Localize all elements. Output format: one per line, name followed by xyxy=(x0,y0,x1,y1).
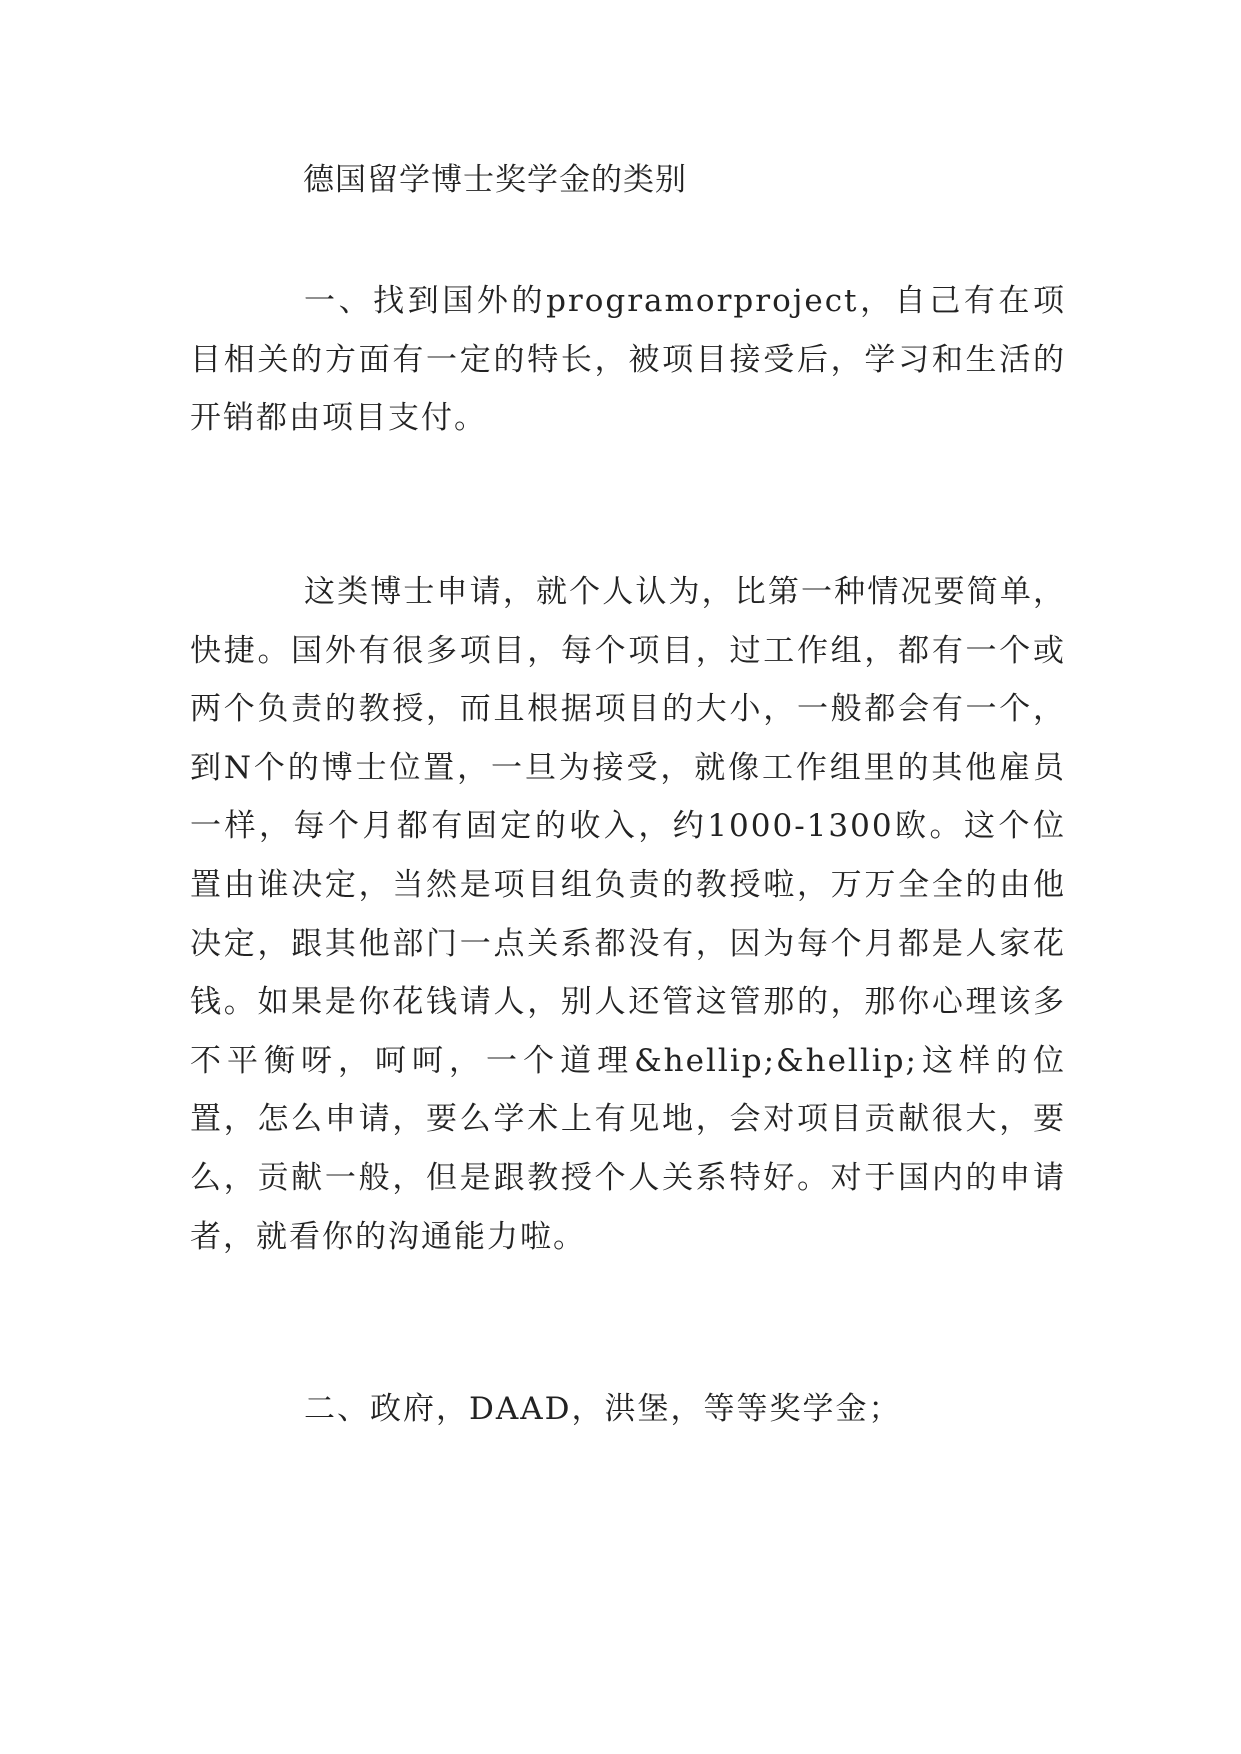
paragraph-1: 一、找到国外的programorproject，自己有在项目相关的方面有一定的特长，被项目接受后，学习和生活的开销都由项目支付。 xyxy=(190,283,1066,437)
document-title: 德国留学博士奖学金的类别 xyxy=(303,162,687,198)
paragraph-2: 这类博士申请，就个人认为，比第一种情况要简单，快捷。国外有很多项目，每个项目，过工作组，都有一个或两个负责的教授，而且根据项目的大小，一般都会有一个，到N个的博士位置，一旦为接受，就像工作组里的其他雇员一样，每个月都有固定的收入，约1000-1300欧。这个位置由谁决定，当然是项目组负责的教授啦，万万全全的由他决定，跟其他部门一点关系都没有，因为每个月都是人家花钱。如果是你花钱请人，别人还管这管那的，那你心理该多不平衡呀，呵呵，一个道理&hellip;&hellip;这样的位置，怎么申请，要么学术上有见地，会对项目贡献很大，要么，贡献一般，但是跟教授个人关系特好。对于国内的申请者，就看你的沟通能力啦。 xyxy=(190,574,1066,1255)
paragraph-3: 二、政府，DAAD，洪堡，等等奖学金； xyxy=(304,1391,902,1427)
